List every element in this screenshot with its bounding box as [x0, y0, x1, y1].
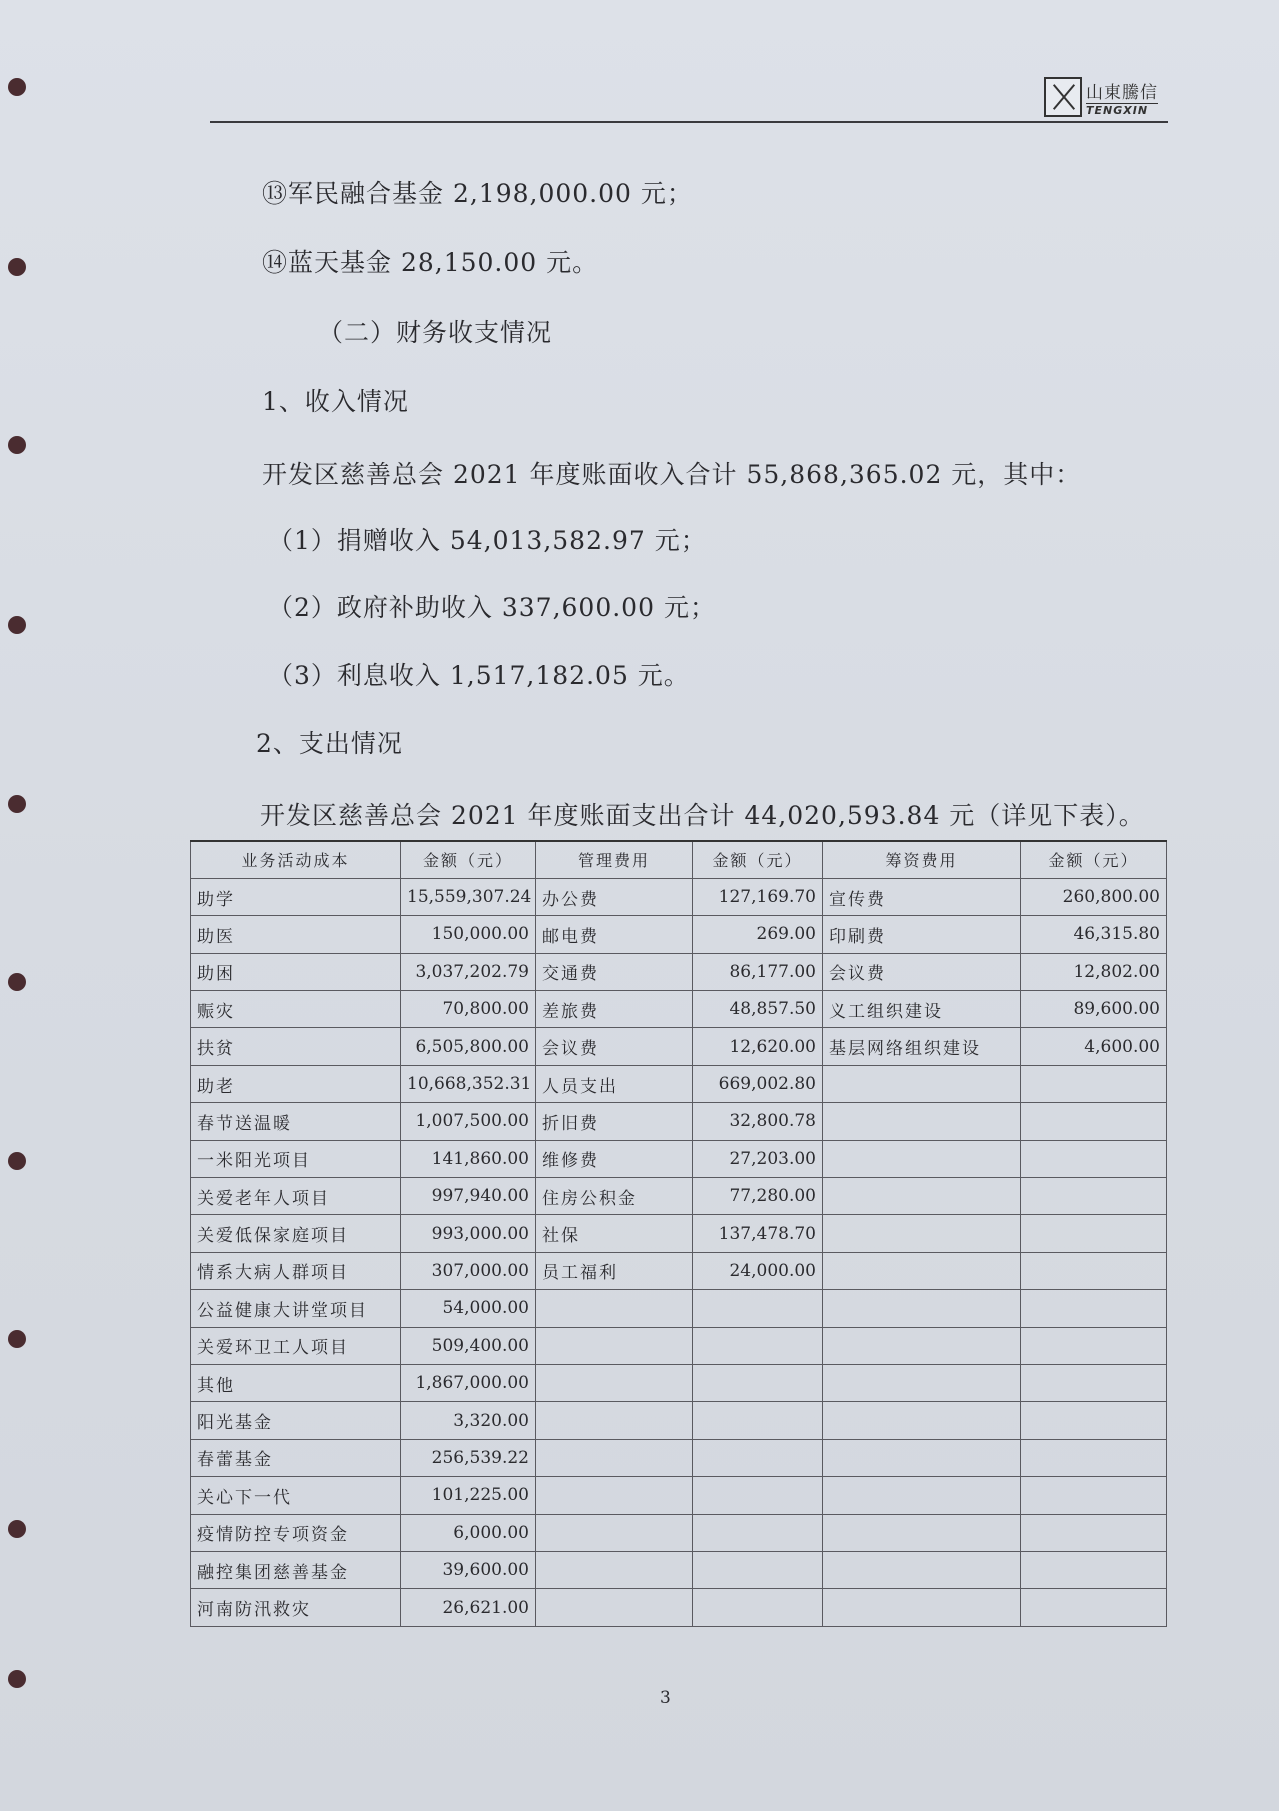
management-item-cell: 交通费: [536, 953, 693, 990]
fundraising-item-cell: [823, 1439, 1021, 1476]
management-item-cell: [536, 1514, 693, 1551]
management-item-cell: 人员支出: [536, 1065, 693, 1102]
activity-amount-cell: 6,000.00: [401, 1514, 536, 1551]
activity-amount-cell: 70,800.00: [401, 991, 536, 1028]
income-heading: 1、收入情况: [262, 387, 409, 416]
fundraising-amount-cell: [1021, 1252, 1167, 1289]
page-number: 3: [660, 1688, 671, 1708]
fundraising-amount-cell: [1021, 1065, 1167, 1102]
fundraising-item-cell: [823, 1477, 1021, 1514]
header-amount: 金额（元）: [401, 841, 536, 878]
fundraising-amount-cell: [1021, 1215, 1167, 1252]
activity-name-cell: 情系大病人群项目: [191, 1252, 401, 1289]
activity-name-cell: 关爱低保家庭项目: [191, 1215, 401, 1252]
fundraising-amount-cell: 89,600.00: [1021, 991, 1167, 1028]
management-item-cell: 折旧费: [536, 1103, 693, 1140]
fundraising-amount-cell: [1021, 1140, 1167, 1177]
management-item-cell: [536, 1551, 693, 1588]
management-amount-cell: 669,002.80: [693, 1065, 823, 1102]
management-item-cell: [536, 1290, 693, 1327]
management-item-cell: 差旅费: [536, 991, 693, 1028]
binder-hole: [8, 258, 26, 276]
fundraising-amount-cell: [1021, 1290, 1167, 1327]
management-amount-cell: [693, 1589, 823, 1626]
table-row: [191, 1589, 1167, 1626]
activity-amount-cell: 509,400.00: [401, 1327, 536, 1364]
table-row: [191, 916, 1167, 953]
company-logo: [1044, 74, 1166, 120]
management-item-cell: 办公费: [536, 878, 693, 915]
activity-name-cell: 春节送温暖: [191, 1103, 401, 1140]
binder-hole: [8, 78, 26, 96]
fundraising-item-cell: [823, 1402, 1021, 1439]
header-fundraising-cost: 筹资费用: [823, 841, 1021, 878]
table-row: [191, 1364, 1167, 1401]
logo-english-text: TENGXIN: [1086, 103, 1149, 117]
fundraising-item-cell: [823, 1290, 1021, 1327]
fundraising-item-cell: [823, 1252, 1021, 1289]
activity-amount-cell: 26,621.00: [401, 1589, 536, 1626]
management-amount-cell: [693, 1439, 823, 1476]
table-row: [191, 1327, 1167, 1364]
activity-name-cell: 疫情防控专项资金: [191, 1514, 401, 1551]
activity-name-cell: 助医: [191, 916, 401, 953]
management-item-cell: [536, 1402, 693, 1439]
header-management-cost: 管理费用: [536, 841, 693, 878]
header-amount: 金额（元）: [1021, 841, 1167, 878]
activity-name-cell: 融控集团慈善基金: [191, 1551, 401, 1588]
section-heading: （二）财务收支情况: [318, 318, 553, 347]
management-item-cell: 邮电费: [536, 916, 693, 953]
table-row: [191, 1477, 1167, 1514]
fundraising-item-cell: [823, 1514, 1021, 1551]
management-item-cell: [536, 1364, 693, 1401]
activity-name-cell: 助学: [191, 878, 401, 915]
fundraising-amount-cell: [1021, 1327, 1167, 1364]
management-amount-cell: 48,857.50: [693, 991, 823, 1028]
activity-amount-cell: 101,225.00: [401, 1477, 536, 1514]
management-amount-cell: 24,000.00: [693, 1252, 823, 1289]
table-header-row: [191, 841, 1167, 878]
activity-name-cell: 河南防汛救灾: [191, 1589, 401, 1626]
header-activity-cost: 业务活动成本: [191, 841, 401, 878]
management-amount-cell: [693, 1477, 823, 1514]
activity-amount-cell: 307,000.00: [401, 1252, 536, 1289]
expense-heading: 2、支出情况: [256, 729, 403, 758]
fund-item-14: ⑭蓝天基金 28,150.00 元。: [262, 248, 599, 277]
table-row: [191, 991, 1167, 1028]
activity-amount-cell: 54,000.00: [401, 1290, 536, 1327]
income-summary: 开发区慈善总会 2021 年度账面收入合计 55,868,365.02 元，其中：: [262, 460, 1082, 489]
table-row: [191, 1551, 1167, 1588]
activity-amount-cell: 997,940.00: [401, 1178, 536, 1215]
table-row: [191, 953, 1167, 990]
fundraising-item-cell: [823, 1140, 1021, 1177]
management-item-cell: 维修费: [536, 1140, 693, 1177]
activity-name-cell: 扶贫: [191, 1028, 401, 1065]
fundraising-amount-cell: [1021, 1439, 1167, 1476]
table-row: [191, 1402, 1167, 1439]
binder-hole: [8, 1152, 26, 1170]
fundraising-amount-cell: [1021, 1551, 1167, 1588]
fundraising-amount-cell: [1021, 1178, 1167, 1215]
fundraising-item-cell: [823, 1327, 1021, 1364]
fundraising-item-cell: 基层网络组织建设: [823, 1028, 1021, 1065]
table-row: [191, 1028, 1167, 1065]
fundraising-amount-cell: [1021, 1514, 1167, 1551]
management-item-cell: 社保: [536, 1215, 693, 1252]
activity-amount-cell: 1,007,500.00: [401, 1103, 536, 1140]
fundraising-item-cell: [823, 1103, 1021, 1140]
activity-name-cell: 一米阳光项目: [191, 1140, 401, 1177]
expense-table: [190, 840, 1167, 1627]
table-row: [191, 1215, 1167, 1252]
logo-chinese-text: 山東騰信: [1086, 78, 1158, 104]
expense-summary: 开发区慈善总会 2021 年度账面支出合计 44,020,593.84 元（详见下表）。: [260, 801, 1145, 830]
management-amount-cell: 137,478.70: [693, 1215, 823, 1252]
binder-hole: [8, 1670, 26, 1688]
activity-name-cell: 其他: [191, 1364, 401, 1401]
fundraising-item-cell: 会议费: [823, 953, 1021, 990]
table-row: [191, 1178, 1167, 1215]
binder-hole: [8, 1520, 26, 1538]
management-item-cell: [536, 1439, 693, 1476]
binder-hole: [8, 973, 26, 991]
table-row: [191, 1140, 1167, 1177]
management-item-cell: 住房公积金: [536, 1178, 693, 1215]
activity-name-cell: 助困: [191, 953, 401, 990]
binder-hole: [8, 1330, 26, 1348]
activity-name-cell: 春蕾基金: [191, 1439, 401, 1476]
management-item-cell: [536, 1589, 693, 1626]
fundraising-amount-cell: 46,315.80: [1021, 916, 1167, 953]
fundraising-amount-cell: [1021, 1103, 1167, 1140]
activity-name-cell: 关爱老年人项目: [191, 1178, 401, 1215]
table-row: [191, 1514, 1167, 1551]
fundraising-amount-cell: 260,800.00: [1021, 878, 1167, 915]
management-amount-cell: 12,620.00: [693, 1028, 823, 1065]
management-amount-cell: 77,280.00: [693, 1178, 823, 1215]
activity-amount-cell: 141,860.00: [401, 1140, 536, 1177]
fundraising-item-cell: [823, 1065, 1021, 1102]
fundraising-amount-cell: [1021, 1589, 1167, 1626]
management-item-cell: 员工福利: [536, 1252, 693, 1289]
fundraising-amount-cell: [1021, 1364, 1167, 1401]
management-item-cell: [536, 1477, 693, 1514]
fundraising-item-cell: 义工组织建设: [823, 991, 1021, 1028]
fundraising-item-cell: [823, 1215, 1021, 1252]
activity-name-cell: 阳光基金: [191, 1402, 401, 1439]
activity-name-cell: 赈灾: [191, 991, 401, 1028]
table-row: [191, 1103, 1167, 1140]
activity-name-cell: 关心下一代: [191, 1477, 401, 1514]
fundraising-item-cell: [823, 1178, 1021, 1215]
fundraising-amount-cell: 12,802.00: [1021, 953, 1167, 990]
management-amount-cell: 269.00: [693, 916, 823, 953]
management-amount-cell: 127,169.70: [693, 878, 823, 915]
activity-amount-cell: 39,600.00: [401, 1551, 536, 1588]
fundraising-item-cell: 印刷费: [823, 916, 1021, 953]
logo-mark-icon: [1044, 77, 1082, 117]
activity-amount-cell: 150,000.00: [401, 916, 536, 953]
header-divider: [210, 121, 1168, 123]
management-amount-cell: 86,177.00: [693, 953, 823, 990]
fund-item-13: ⑬军民融合基金 2,198,000.00 元；: [262, 179, 693, 208]
binder-hole: [8, 795, 26, 813]
management-amount-cell: [693, 1402, 823, 1439]
management-amount-cell: 27,203.00: [693, 1140, 823, 1177]
management-amount-cell: [693, 1327, 823, 1364]
activity-name-cell: 关爱环卫工人项目: [191, 1327, 401, 1364]
management-item-cell: 会议费: [536, 1028, 693, 1065]
table-row: [191, 1290, 1167, 1327]
income-item-donation: （1）捐赠收入 54,013,582.97 元；: [268, 526, 707, 555]
activity-amount-cell: 256,539.22: [401, 1439, 536, 1476]
header-amount: 金额（元）: [693, 841, 823, 878]
fundraising-item-cell: [823, 1589, 1021, 1626]
activity-amount-cell: 10,668,352.31: [401, 1065, 536, 1102]
income-item-subsidy: （2）政府补助收入 337,600.00 元；: [268, 593, 716, 622]
activity-name-cell: 公益健康大讲堂项目: [191, 1290, 401, 1327]
table-row: [191, 878, 1167, 915]
activity-amount-cell: 3,320.00: [401, 1402, 536, 1439]
activity-amount-cell: 1,867,000.00: [401, 1364, 536, 1401]
table-row: [191, 1439, 1167, 1476]
management-amount-cell: [693, 1364, 823, 1401]
fundraising-amount-cell: [1021, 1402, 1167, 1439]
management-amount-cell: [693, 1551, 823, 1588]
fundraising-amount-cell: 4,600.00: [1021, 1028, 1167, 1065]
income-item-interest: （3）利息收入 1,517,182.05 元。: [268, 661, 690, 690]
binder-hole: [8, 436, 26, 454]
fundraising-item-cell: [823, 1364, 1021, 1401]
management-amount-cell: 32,800.78: [693, 1103, 823, 1140]
fundraising-item-cell: [823, 1551, 1021, 1588]
activity-amount-cell: 993,000.00: [401, 1215, 536, 1252]
management-item-cell: [536, 1327, 693, 1364]
table-row: [191, 1065, 1167, 1102]
activity-amount-cell: 15,559,307.24: [401, 878, 536, 915]
fundraising-amount-cell: [1021, 1477, 1167, 1514]
fundraising-item-cell: 宣传费: [823, 878, 1021, 915]
table-row: [191, 1252, 1167, 1289]
activity-amount-cell: 6,505,800.00: [401, 1028, 536, 1065]
management-amount-cell: [693, 1514, 823, 1551]
binder-hole: [8, 616, 26, 634]
management-amount-cell: [693, 1290, 823, 1327]
activity-amount-cell: 3,037,202.79: [401, 953, 536, 990]
activity-name-cell: 助老: [191, 1065, 401, 1102]
